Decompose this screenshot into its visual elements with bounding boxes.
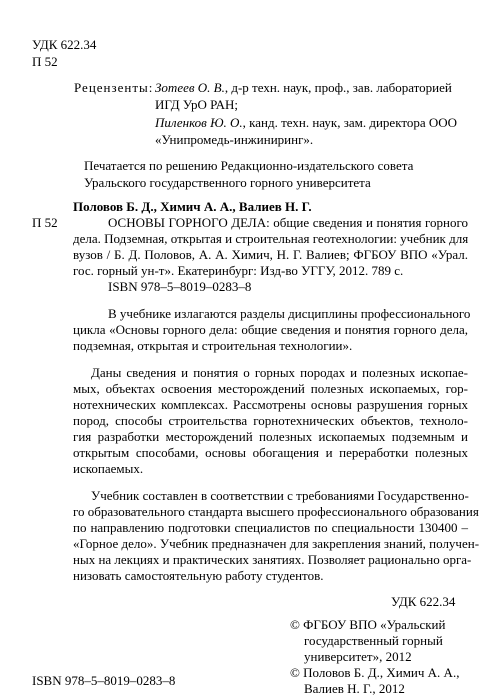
reviewer-2-name: Пиленков Ю. О. (155, 115, 243, 130)
abstract-p1-line-3: подземная, открытая и строительная технологии». (73, 338, 353, 353)
print-decision-line-1: Печатается по решению Редакционно-издательского совета (84, 158, 414, 173)
bib-line-4: гос. горный ун-т». Екатеринбург: Изд-во УГГУ, 2012. 789 с. (73, 263, 404, 278)
abstract-p2-line-7: ископаемых. (73, 461, 144, 476)
copyright-authors-line-2: Валиев Н. Г., 2012 (304, 681, 405, 696)
print-decision-line-2: Уральского государственного горного университета (84, 175, 371, 190)
copyright-org-line-1: © ФГБОУ ВПО «Уральский (290, 617, 446, 632)
reviewer-1 (155, 80, 452, 96)
abstract-p2-line-6: открытым способами, основы обогащения и переработки полезных (73, 445, 468, 460)
bib-line-1: ОСНОВЫ ГОРНОГО ДЕЛА: общие сведения и понятия горного (108, 215, 468, 230)
udk-code-bottom: УДК 622.34 (391, 594, 456, 609)
reviewer-2-title: , канд. техн. наук, зам. директора ООО (242, 115, 458, 130)
bib-isbn: ISBN 978–5–8019–0283–8 (108, 279, 252, 294)
abstract-p2-line-2: мых, объектах освоения месторождений полезных ископаемых, гор- (73, 381, 468, 396)
abstract-p1-line-2: цикла «Основы горного дела: общие сведения и понятия горного дела, (73, 322, 468, 337)
bib-classmark: П 52 (32, 215, 58, 230)
bib-line-3: вузов / Б. Д. Половов, А. А. Химич, Н. Г. Валиев; ФГБОУ ВПО «Урал. (73, 247, 468, 262)
abstract-p3-line-3: по направлению подготовки специалистов по специальности 130400 – (73, 520, 468, 535)
abstract-p1-line-1: В учебнике излагаются разделы дисциплины профессионального (108, 306, 471, 321)
abstract-p3-line-1: Учебник составлен в соответствии с требованиями Государственно- (91, 488, 469, 503)
udk-code-top: УДК 622.34 (32, 37, 97, 52)
copyright-org-line-2: государственный горный (304, 633, 443, 648)
reviewer-2 (155, 115, 457, 131)
classmark-top: П 52 (32, 54, 58, 69)
reviewers-label: Рецензенты: (74, 80, 154, 95)
copyright-authors-line-1: © Половов Б. Д., Химич А. А., (290, 665, 460, 680)
abstract-p3-line-2: го образовательного стандарта высшего профессионального образования (73, 504, 479, 519)
reviewer-1-title: , д-р техн. наук, проф., зав. лабораторией (224, 80, 452, 95)
copyright-org-line-3: университет», 2012 (304, 649, 412, 664)
reviewer-1-affiliation: ИГД УрО РАН; (155, 97, 239, 112)
reviewer-2-affiliation: «Унипромедь-инжиниринг». (155, 132, 314, 147)
abstract-p3-line-6: низовать самостоятельную работу студентов. (73, 568, 324, 583)
authors-line: Половов Б. Д., Химич А. А., Валиев Н. Г. (73, 199, 312, 214)
abstract-p3-line-4: «Горное дело». Учебник предназначен для закрепления знаний, получен- (73, 536, 480, 551)
abstract-p2-line-4: пород, способы строительства горнотехнических объектов, техноло- (73, 413, 468, 428)
reviewer-1-name: Зотеев О. В. (155, 80, 225, 95)
abstract-p2-line-1: Даны сведения и понятия о горных породах и полезных ископае- (91, 365, 468, 380)
abstract-p2-line-5: гия разработки месторождений полезных ископаемых подземным и (73, 429, 468, 444)
abstract-p2-line-3: нотехнических комплексах. Рассмотрены основы разрушения горных (73, 397, 468, 412)
isbn-bottom: ISBN 978–5–8019–0283–8 (32, 673, 176, 688)
bib-line-2: дела. Подземная, открытая и строительная геотехнологии: учебник для (73, 231, 469, 246)
abstract-p3-line-5: ных на лекциях и практических занятиях. Позволяет рационально орга- (73, 552, 472, 567)
